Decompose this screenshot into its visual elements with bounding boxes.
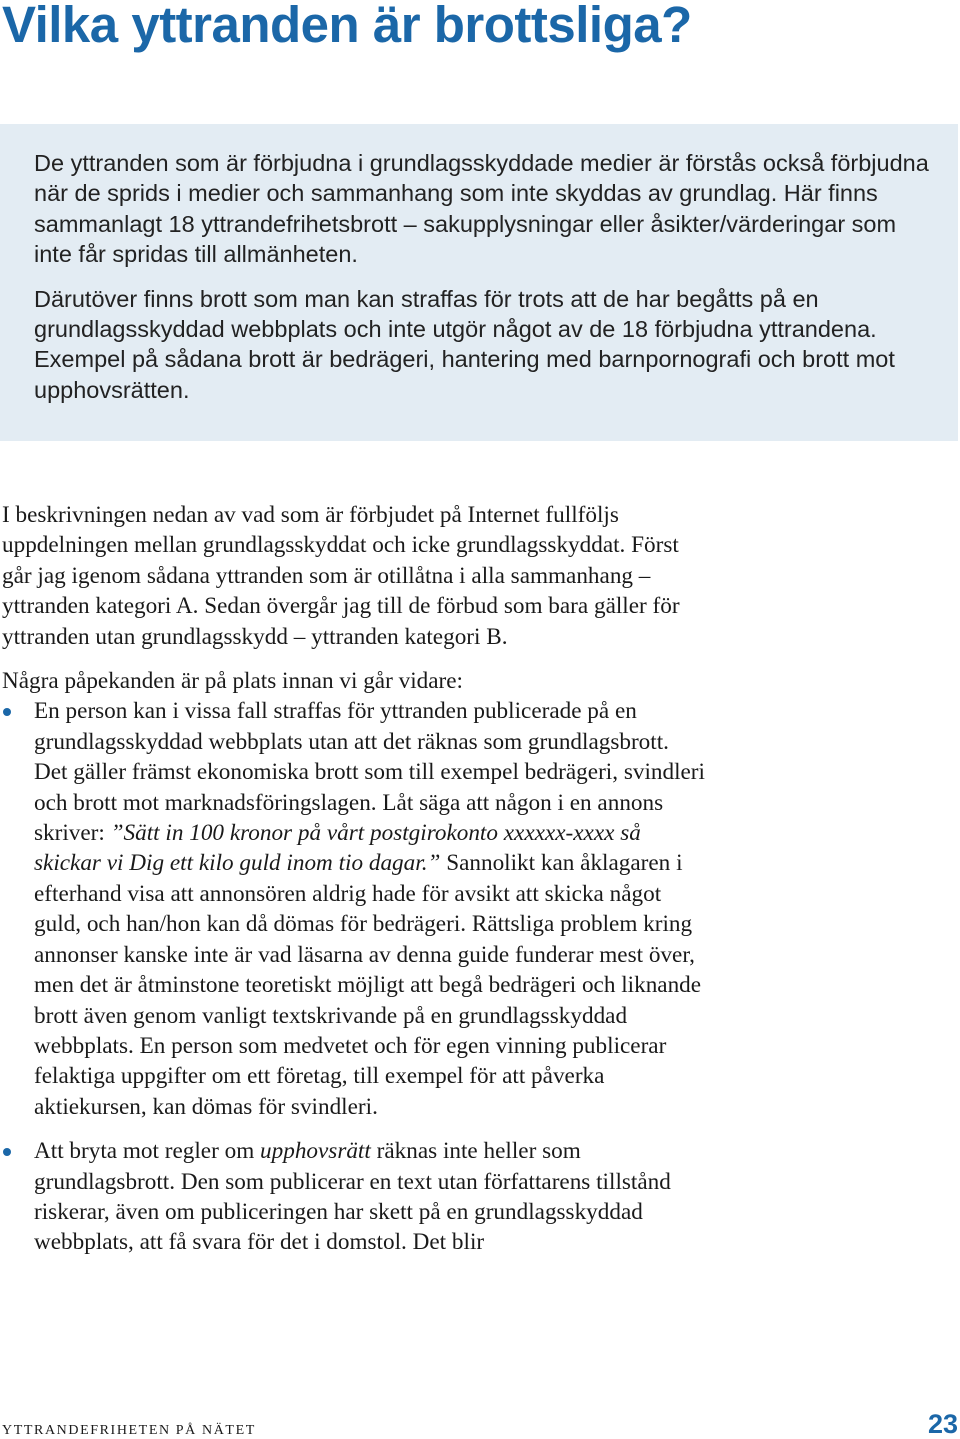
- bullet-quote: ”Sätt in 100 kronor på vårt postgirokonto xxxxxx-xxxx så skickar vi Dig ett kilo guld inom tio dagar.”: [34, 820, 641, 877]
- bullet-text: Sannolikt kan åklagaren i efterhand visa att annonsören aldrig hade för avsikt att skicka något guld, och han/hon kan då dömas för bedrägeri. Rättsliga problem kring annonser kanske inte är vad läsarna av denna guide funderar mest över, men det är åtminstone teoretiskt möjligt att begå bedrägeri och liknande brott även genom vanligt textskrivande på en grundlagsskyddad webbplats. En person som medvetet och för egen vinning publicerar felaktiga uppgifter om ett företag, till exempel för att påverka aktiekursen, kan dömas för svindleri.: [34, 850, 702, 1120]
- lead-paragraph: Några påpekanden är på plats innan vi går vidare:: [2, 668, 463, 695]
- bullet-list: [2, 696, 708, 1257]
- bullet-text: räknas inte heller som grundlagsbrott. Den som publicerar en text utan författarens tillstånd riskerar, även om publiceringen har skett på en grundlagsskyddad webbplats, att få svara för det i domstol. Det blir: [34, 1138, 671, 1256]
- fact-box-paragraph: De yttranden som är förbjudna i grundlagsskyddade medier är förstås också förbjudna när de sprids i medier och sammanhang som inte skyddas av grundlag. Här finns sammanlagt 18 yttrandefrihetsbrott – sakupplysningar eller åsikter/värderingar som inte får spridas till allmänheten.: [34, 150, 929, 268]
- intro-paragraph: I beskrivningen nedan av vad som är förbjudet på Internet fullföljs uppdelningen mellan grundlagsskyddat och icke grundlagsskyddat. Först går jag igenom sådana yttranden som är otillåtna i alla sammanhang – yttranden kategori A. Sedan övergår jag till de förbud som bara gäller för yttranden utan grundlagsskydd – yttranden kategori B.: [2, 502, 680, 650]
- bullet-dot-icon: [3, 1148, 11, 1156]
- article-body: [2, 500, 708, 1272]
- running-footer: YTTRANDEFRIHETEN PÅ NÄTET: [2, 1423, 256, 1438]
- fact-box-paragraph: Därutöver finns brott som man kan straffas för trots att de har begåtts på en grundlagsskyddad webbplats och inte utgör något av de 18 förbjudna yttrandena. Exempel på sådana brott är bedrägeri, hantering med barnpornografi och brott mot upphovsrätten.: [34, 285, 895, 403]
- bullet-text: En person kan i vissa fall straffas för yttranden publicerade på en grundlagsskyddad webbplats utan att det räknas som grundlagsbrott. Det gäller främst ekonomiska brott som till exempel bedrägeri, svindleri och brott mot marknadsföringslagen. Låt säga att någon i en annons skriver:: [34, 698, 705, 847]
- fact-box: [0, 124, 958, 441]
- page-number: 23: [927, 1409, 958, 1439]
- bullet-text: Att bryta mot regler om: [34, 1138, 261, 1165]
- bullet-item-economic-crimes: [2, 696, 708, 1122]
- bullet-item-copyright: [2, 1136, 708, 1258]
- bullet-term: upphovsrätt: [260, 1138, 371, 1165]
- bullet-dot-icon: [3, 708, 11, 716]
- page-title: Vilka yttranden är brottsliga?: [2, 0, 692, 53]
